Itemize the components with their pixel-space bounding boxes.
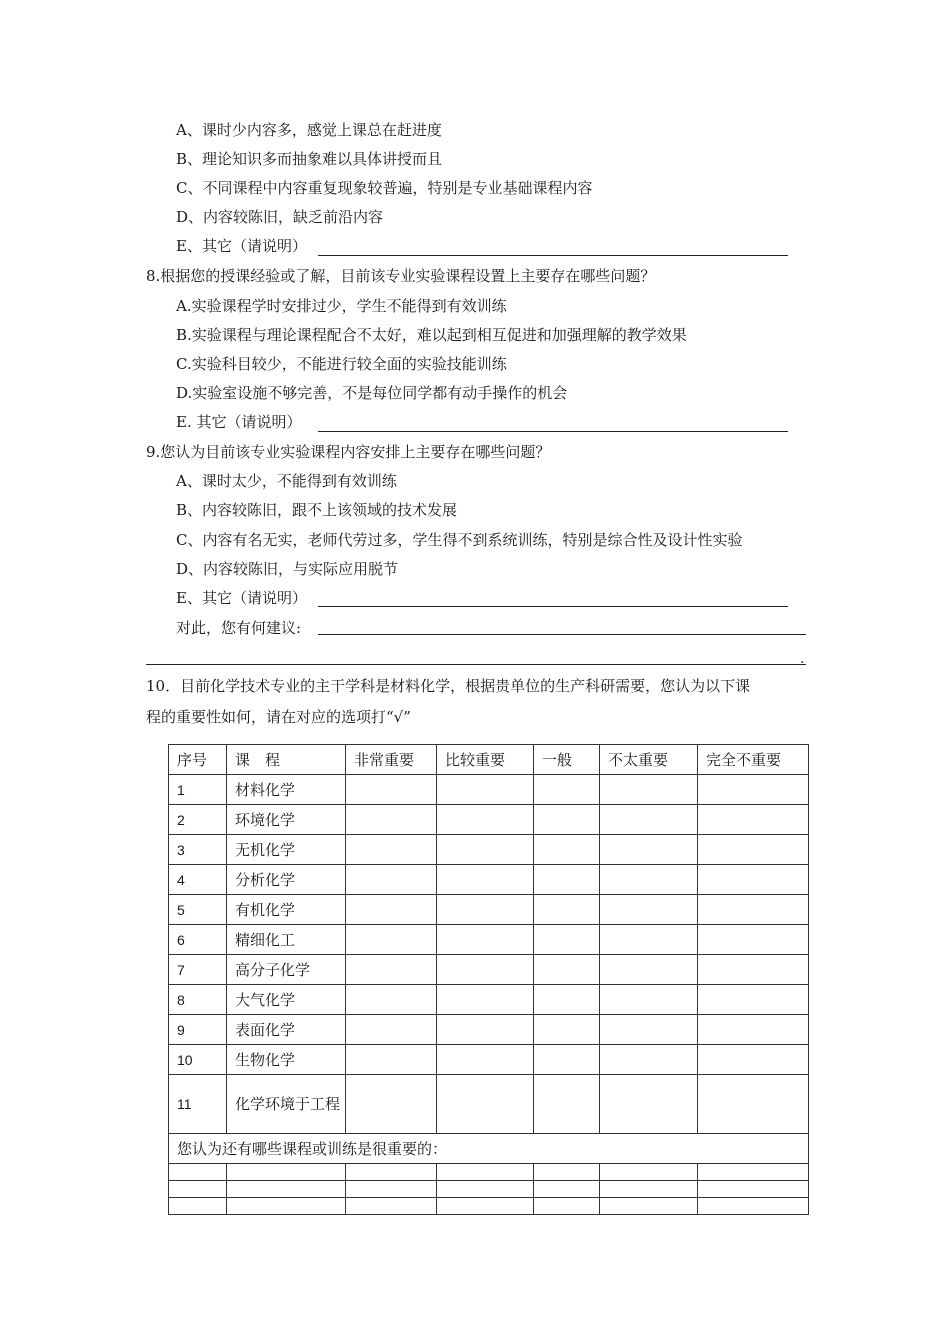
check-cell[interactable] — [600, 805, 698, 835]
q7-option-d: D、内容较陈旧，缺乏前沿内容 — [176, 208, 384, 226]
check-cell[interactable] — [600, 985, 698, 1015]
q9-option-b: B、内容较陈旧，跟不上该领域的技术发展 — [176, 501, 458, 519]
empty-cell[interactable] — [600, 1164, 698, 1181]
row-course: 化学环境于工程 — [227, 1075, 346, 1134]
row-no: 2 — [169, 805, 227, 835]
table-row — [169, 985, 809, 1015]
row-no: 4 — [169, 865, 227, 895]
q8-title: 8.根据您的授课经验或了解，目前该专业实验课程设置上主要存在哪些问题？ — [146, 267, 656, 285]
header-not-important: 完全不重要 — [698, 745, 809, 775]
empty-cell[interactable] — [437, 1198, 534, 1215]
empty-cell[interactable] — [600, 1181, 698, 1198]
table-note: 您认为还有哪些课程或训练是很重要的： — [169, 1134, 809, 1164]
check-cell[interactable] — [698, 865, 809, 895]
check-cell[interactable] — [534, 985, 600, 1015]
header-very-important: 非常重要 — [346, 745, 437, 775]
q9-title: 9.您认为目前该专业实验课程内容安排上主要存在哪些问题？ — [146, 443, 551, 461]
header-no: 序号 — [169, 745, 227, 775]
empty-cell[interactable] — [169, 1198, 227, 1215]
empty-cell[interactable] — [227, 1198, 346, 1215]
empty-cell[interactable] — [227, 1164, 346, 1181]
check-cell[interactable] — [698, 835, 809, 865]
row-no: 3 — [169, 835, 227, 865]
q7-option-a: A、课时少内容多，感觉上课总在赶进度 — [176, 121, 442, 139]
row-course: 表面化学 — [227, 1015, 346, 1045]
table-row — [169, 835, 809, 865]
empty-cell[interactable] — [698, 1181, 809, 1198]
empty-row — [169, 1164, 809, 1181]
empty-cell[interactable] — [534, 1181, 600, 1198]
row-no: 1 — [169, 775, 227, 805]
check-cell[interactable] — [346, 895, 437, 925]
table-header-row — [169, 745, 809, 775]
check-cell[interactable] — [600, 775, 698, 805]
check-cell[interactable] — [437, 1075, 534, 1134]
row-course: 环境化学 — [227, 805, 346, 835]
row-course: 生物化学 — [227, 1045, 346, 1075]
empty-cell[interactable] — [534, 1198, 600, 1215]
check-cell[interactable] — [346, 985, 437, 1015]
check-cell[interactable] — [437, 955, 534, 985]
table-row — [169, 895, 809, 925]
q9-other-blank[interactable] — [318, 606, 788, 607]
row-course: 分析化学 — [227, 865, 346, 895]
q9-suggest-blank-2[interactable] — [146, 664, 806, 665]
q9-option-d: D、内容较陈旧，与实际应用脱节 — [176, 560, 399, 578]
check-cell[interactable] — [534, 1075, 600, 1134]
empty-cell[interactable] — [169, 1164, 227, 1181]
row-no: 5 — [169, 895, 227, 925]
q9-option-a: A、课时太少，不能得到有效训练 — [176, 472, 397, 490]
q8-option-c: C.实验科目较少，不能进行较全面的实验技能训练 — [176, 355, 507, 373]
check-cell[interactable] — [437, 925, 534, 955]
check-cell[interactable] — [600, 925, 698, 955]
table-row — [169, 925, 809, 955]
row-course: 有机化学 — [227, 895, 346, 925]
row-no: 9 — [169, 1015, 227, 1045]
q8-other-blank[interactable] — [318, 431, 788, 432]
check-cell[interactable] — [698, 955, 809, 985]
check-cell[interactable] — [437, 775, 534, 805]
check-cell[interactable] — [346, 775, 437, 805]
check-cell[interactable] — [600, 895, 698, 925]
q9-end-mark: . — [800, 651, 805, 667]
check-cell[interactable] — [698, 775, 809, 805]
table-row — [169, 1045, 809, 1075]
check-cell[interactable] — [698, 985, 809, 1015]
check-cell[interactable] — [534, 805, 600, 835]
empty-cell[interactable] — [534, 1164, 600, 1181]
empty-cell[interactable] — [600, 1198, 698, 1215]
empty-row — [169, 1181, 809, 1198]
check-cell[interactable] — [346, 1045, 437, 1075]
empty-cell[interactable] — [437, 1164, 534, 1181]
table-row — [169, 1015, 809, 1045]
empty-cell[interactable] — [346, 1198, 437, 1215]
row-no: 8 — [169, 985, 227, 1015]
table-row — [169, 865, 809, 895]
q7-option-e: E、其它（请说明） — [176, 237, 307, 255]
header-average: 一般 — [534, 745, 600, 775]
check-cell[interactable] — [534, 1045, 600, 1075]
table-row — [169, 775, 809, 805]
check-cell[interactable] — [600, 955, 698, 985]
check-cell[interactable] — [600, 865, 698, 895]
table-note-row — [169, 1134, 809, 1164]
check-cell[interactable] — [698, 1045, 809, 1075]
check-cell[interactable] — [437, 805, 534, 835]
row-course: 无机化学 — [227, 835, 346, 865]
empty-cell[interactable] — [437, 1181, 534, 1198]
table-row — [169, 805, 809, 835]
q8-option-a: A.实验课程学时安排过少，学生不能得到有效训练 — [176, 297, 507, 315]
q8-option-d: D.实验室设施不够完善，不是每位同学都有动手操作的机会 — [176, 384, 568, 402]
check-cell[interactable] — [698, 925, 809, 955]
empty-cell[interactable] — [346, 1164, 437, 1181]
q7-other-blank[interactable] — [318, 255, 788, 256]
check-cell[interactable] — [346, 955, 437, 985]
q8-option-b: B.实验课程与理论课程配合不太好，难以起到相互促进和加强理解的教学效果 — [176, 326, 687, 344]
check-cell[interactable] — [346, 925, 437, 955]
check-cell[interactable] — [437, 1015, 534, 1045]
header-course: 课 程 — [227, 745, 346, 775]
check-cell[interactable] — [437, 1045, 534, 1075]
row-course: 精细化工 — [227, 925, 346, 955]
check-cell[interactable] — [534, 895, 600, 925]
q9-option-c: C、内容有名无实，老师代劳过多，学生得不到系统训练，特别是综合性及设计性实验 — [176, 531, 743, 549]
row-no: 11 — [169, 1075, 227, 1134]
q10-title-line1: 10．目前化学技术专业的主干学科是材料化学，根据贵单位的生产科研需要，您认为以下课 — [146, 677, 751, 695]
row-course: 高分子化学 — [227, 955, 346, 985]
check-cell[interactable] — [346, 835, 437, 865]
check-cell[interactable] — [698, 895, 809, 925]
check-cell[interactable] — [698, 805, 809, 835]
table-row — [169, 1075, 809, 1134]
check-cell[interactable] — [534, 835, 600, 865]
check-cell[interactable] — [534, 1015, 600, 1045]
check-cell[interactable] — [437, 865, 534, 895]
q7-option-c: C、不同课程中内容重复现象较普遍，特别是专业基础课程内容 — [176, 179, 593, 197]
check-cell[interactable] — [534, 865, 600, 895]
q7-option-b: B、理论知识多而抽象难以具体讲授而且 — [176, 150, 443, 168]
empty-row — [169, 1198, 809, 1215]
row-no: 7 — [169, 955, 227, 985]
q9-suggest-blank-1[interactable] — [318, 634, 806, 635]
q9-option-e: E、其它（请说明） — [176, 589, 307, 607]
empty-cell[interactable] — [346, 1181, 437, 1198]
row-no: 6 — [169, 925, 227, 955]
row-no: 10 — [169, 1045, 227, 1075]
check-cell[interactable] — [346, 1015, 437, 1045]
table-row — [169, 955, 809, 985]
check-cell[interactable] — [600, 1075, 698, 1134]
check-cell[interactable] — [437, 835, 534, 865]
q8-option-e: E. 其它（请说明） — [176, 413, 302, 431]
check-cell[interactable] — [437, 895, 534, 925]
empty-cell[interactable] — [698, 1164, 809, 1181]
q10-title-line2: 程的重要性如何，请在对应的选项打“√” — [146, 708, 411, 726]
check-cell[interactable] — [698, 1075, 809, 1134]
empty-cell[interactable] — [698, 1198, 809, 1215]
course-importance-table — [168, 744, 809, 1215]
check-cell[interactable] — [346, 805, 437, 835]
check-cell[interactable] — [346, 1075, 437, 1134]
check-cell[interactable] — [600, 835, 698, 865]
check-cell[interactable] — [534, 955, 600, 985]
check-cell[interactable] — [698, 1015, 809, 1045]
empty-cell[interactable] — [227, 1181, 346, 1198]
check-cell[interactable] — [346, 865, 437, 895]
check-cell[interactable] — [600, 1045, 698, 1075]
header-not-very-important: 不太重要 — [600, 745, 698, 775]
check-cell[interactable] — [534, 775, 600, 805]
row-course: 大气化学 — [227, 985, 346, 1015]
row-course: 材料化学 — [227, 775, 346, 805]
check-cell[interactable] — [437, 985, 534, 1015]
check-cell[interactable] — [534, 925, 600, 955]
empty-cell[interactable] — [169, 1181, 227, 1198]
check-cell[interactable] — [600, 1015, 698, 1045]
header-fairly-important: 比较重要 — [437, 745, 534, 775]
q9-suggest-label: 对此，您有何建议: — [176, 619, 302, 637]
